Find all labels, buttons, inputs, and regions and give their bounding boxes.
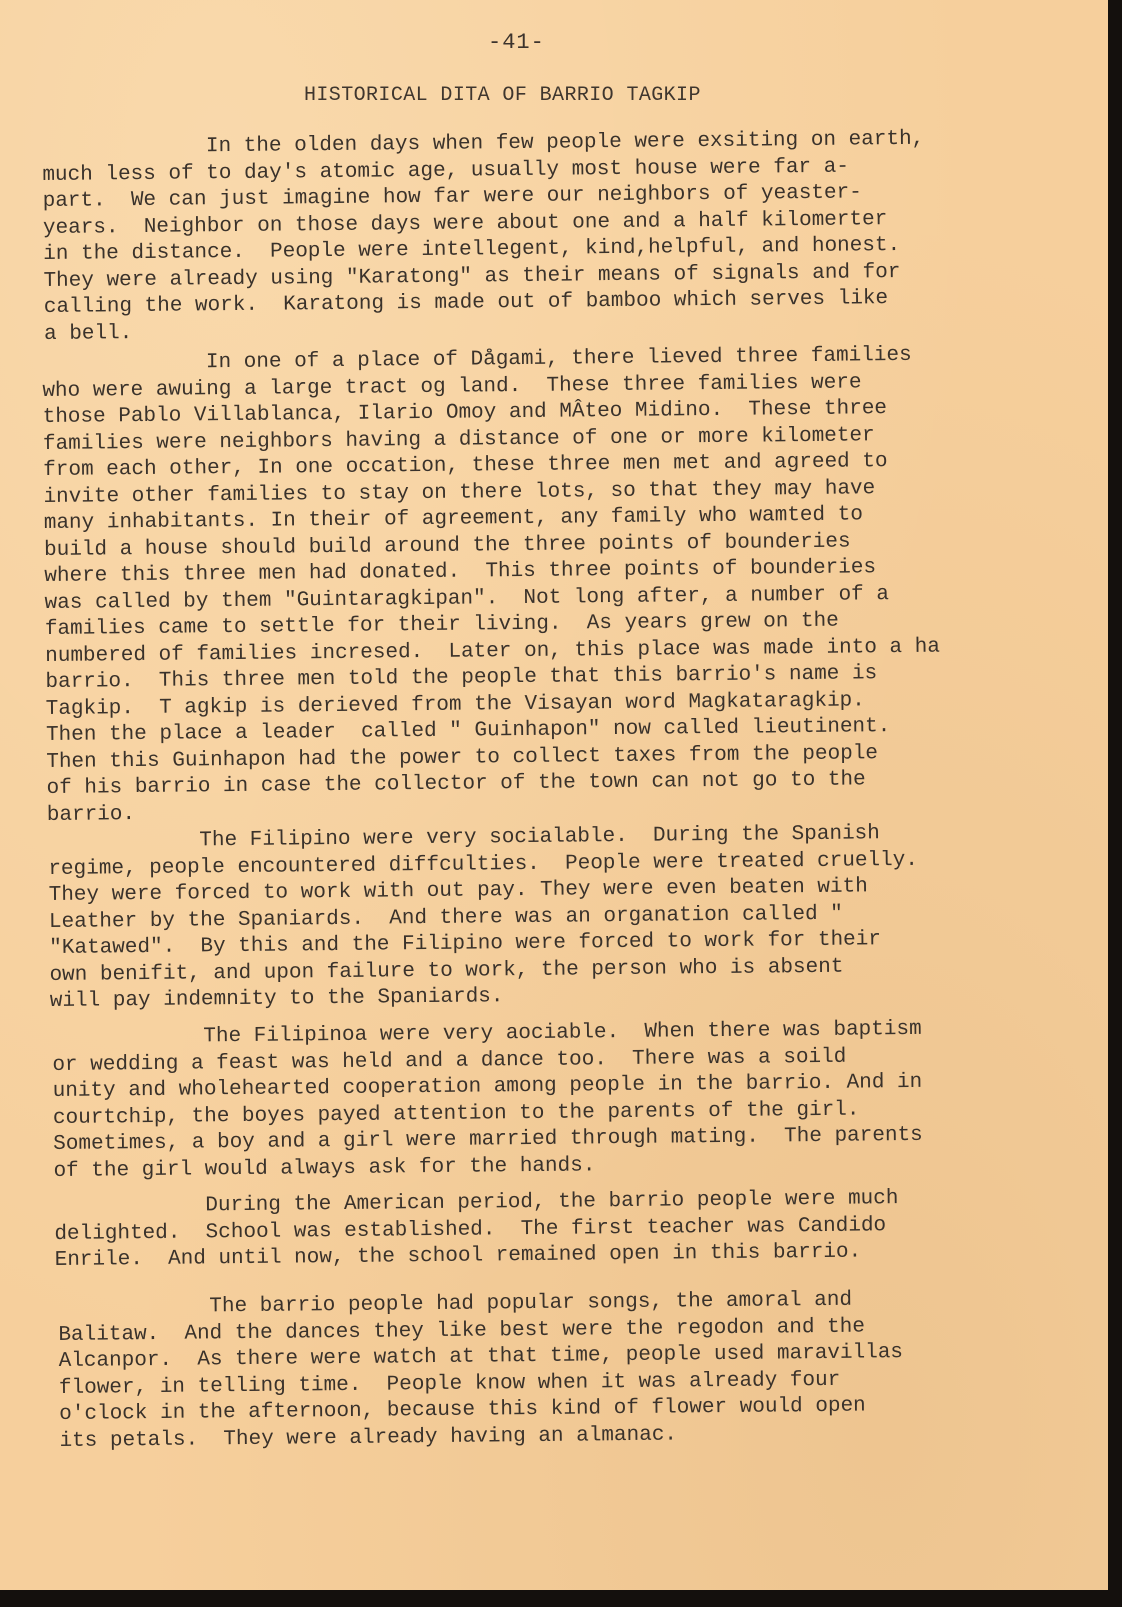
- paragraph-social-customs: [52, 1015, 1114, 1185]
- text-line: of his barrio in case the collector of the town can not go to the: [46, 768, 866, 800]
- text-line: build a house should build around the three points of bounderies: [43, 530, 851, 562]
- text-line: or wedding a feast was held and a dance too. There was a soild: [52, 1045, 847, 1077]
- paragraph-american-period: [54, 1184, 1115, 1275]
- text-line: "Katawed". By this and the Filipino were forced to work for their: [49, 928, 882, 960]
- text-line: regime, people encountered diffculties. People were treated cruelly.: [48, 848, 919, 881]
- text-line: Alcanpor. As there were watch at that time, people used maravillas: [58, 1341, 904, 1373]
- paragraph-spanish-regime: [48, 819, 1110, 1016]
- text-line: o'clock in the afternoon, because this kind of flower would open: [59, 1394, 866, 1426]
- text-line: will pay indemnity to the Spaniards.: [49, 985, 504, 1013]
- text-line: families were neighbors having a distance of one or more kilometer: [42, 423, 875, 456]
- text-line: The Filipinoa were very aociable. When there was baptism: [52, 1017, 922, 1050]
- text-line: of the girl would always ask for the hands.: [53, 1153, 596, 1183]
- text-line: where this three men had donated. This three points of bounderies: [44, 556, 877, 588]
- text-line: In the olden days when few people were exsiting on earth,: [42, 127, 925, 160]
- text-line: numbered of families incresed. Later on, this place was made into a ha: [45, 635, 941, 668]
- document-title: HISTORICAL DITA OF BARRIO TAGKIP: [304, 84, 701, 107]
- text-line: in the distance. People were intellegent, kind,helpful, and honest.: [43, 234, 901, 266]
- scan-bottom-border: [0, 1590, 1122, 1607]
- text-line: its petals. They were already having an almanac.: [59, 1423, 678, 1453]
- text-line: Sometimes, a boy and a girl were married through mating. The parents: [53, 1123, 923, 1156]
- text-line: barrio. This three men told the people that this barrio's name is: [45, 662, 878, 694]
- text-line: invite other families to stay on there lots, so that they may have: [43, 476, 876, 509]
- text-line: part. We can just imagine how far were our neighbors of yeaster-: [42, 181, 862, 213]
- text-line: those Pablo Villablanca, Ilario Omoy and MÂteo Midino. These three: [42, 397, 888, 429]
- text-line: The Filipino were very socialable. During the Spanish: [48, 822, 880, 854]
- text-line: During the American period, the barrio people were much: [54, 1187, 899, 1219]
- text-line: flower, in telling time. People know when it was already four: [58, 1368, 841, 1400]
- text-line: years. Neighbor on those days were about one and a half kilomerter: [42, 207, 888, 240]
- text-line: unity and wholehearted cooperation among people in the barrio. And in: [52, 1070, 923, 1103]
- text-line: Leather by the Spaniards. And there was an organation called ": [48, 902, 843, 934]
- text-line: delighted. School was established. The first teacher was Candido: [54, 1213, 887, 1246]
- text-line: Tagkip. T agkip is derieved from the Visayan word Magkataragkip.: [45, 688, 865, 721]
- text-line: The barrio people had popular songs, the amoral and: [58, 1288, 853, 1320]
- text-line: a bell.: [43, 321, 133, 346]
- text-line: calling the work. Karatong is made out of bamboo which serves like: [43, 287, 889, 319]
- text-line: from each other, In one occation, these three men met and agreed to: [43, 450, 888, 482]
- page-number: -41-: [488, 30, 545, 55]
- text-line: much less of to day's atomic age, usually most house were far a-: [42, 155, 850, 187]
- text-line: was called by them "Guintaragkipan". Not long after, a number of a: [44, 582, 890, 615]
- text-line: own benifit, and upon failure to work, the person who is absent: [49, 955, 844, 987]
- text-line: many inhabitants. In their of agreement, any family who wamted to: [43, 503, 864, 535]
- text-line: Balitaw. And the dances they like best were the regodon and the: [58, 1315, 866, 1347]
- text-line: Then this Guinhapon had the power to collect taxes from the people: [46, 741, 879, 774]
- text-line: families came to settle for their living. As years grew on the: [44, 609, 839, 641]
- text-line: who were awuing a large tract og land. These three families were: [42, 370, 862, 403]
- scan-right-border: [1108, 0, 1122, 1607]
- text-line: Then the place a leader called " Guinhapon" now called lieutinent.: [45, 715, 891, 747]
- text-line: They were forced to work with out pay. They were even beaten with: [48, 875, 868, 907]
- text-line: barrio.: [46, 802, 136, 827]
- paragraph-olden-days: [42, 125, 1104, 348]
- paragraph-songs-and-dances: [58, 1285, 1120, 1455]
- text-line: Enrile. And until now, the school remained open in this barrio.: [54, 1240, 862, 1272]
- text-line: They were already using "Karatong" as their means of signals and for: [43, 260, 901, 293]
- text-line: In one of a place of Dågami, there lieved three families: [42, 343, 912, 376]
- paragraph-origin-of-tagkip: [42, 341, 1107, 829]
- text-line: courtchip, the boyes payed attention to the parents of the girl.: [52, 1098, 860, 1130]
